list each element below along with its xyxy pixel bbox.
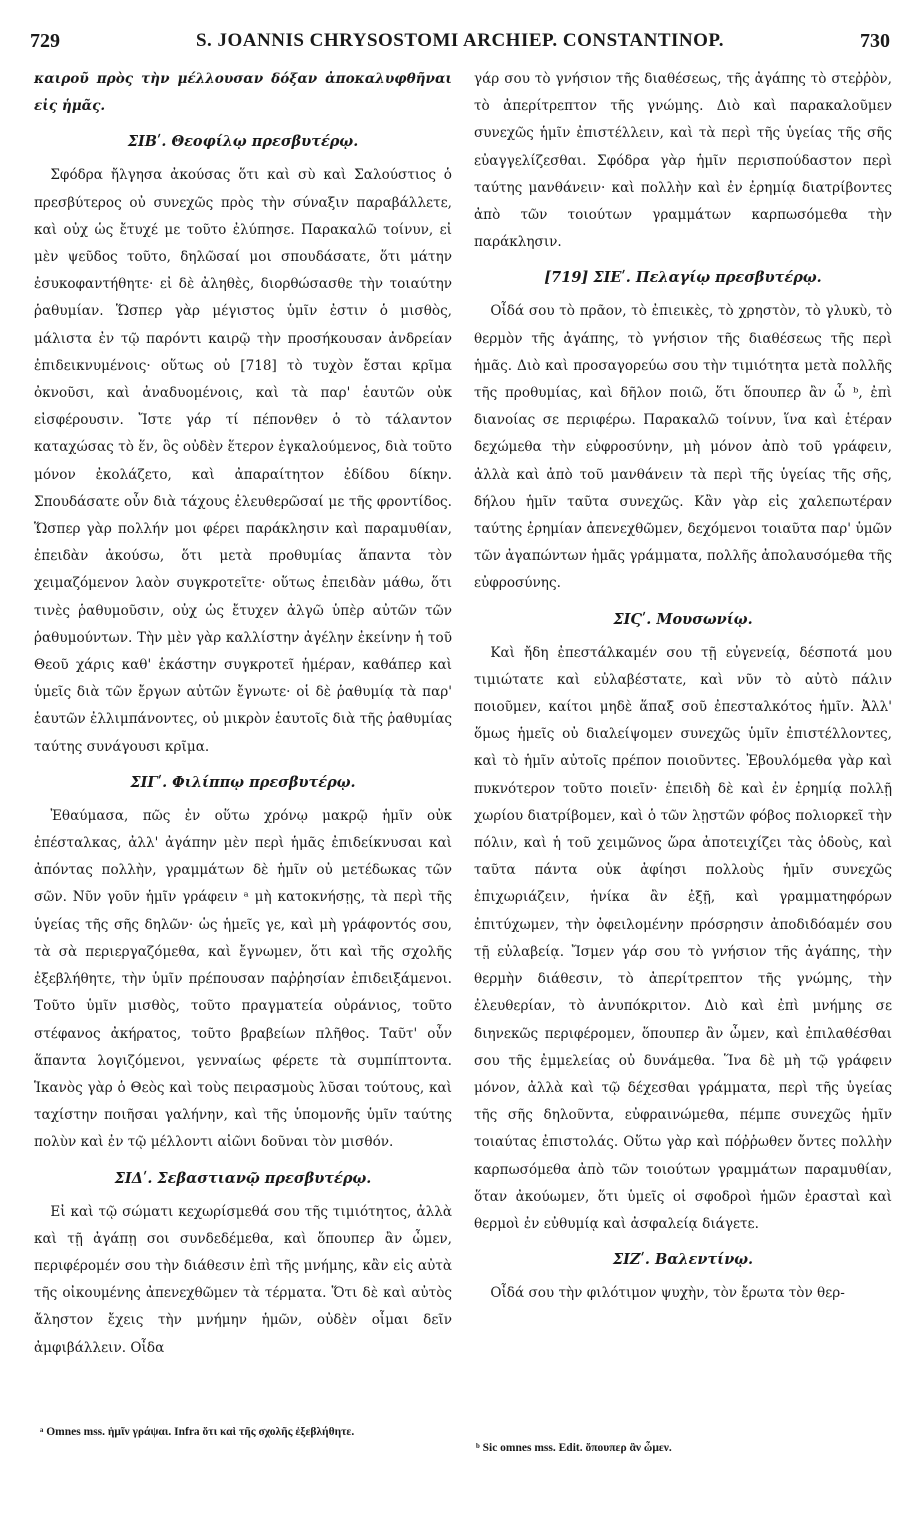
letter-heading: ΣΙΖʹ. Βαλεντίνῳ. [612, 1251, 754, 1269]
page-number-left: 729 [30, 30, 60, 52]
footnote-b: ᵇ Sic omnes mss. Edit. ὅπουπερ ἂν ὦμεν. [476, 1442, 672, 1454]
opening-text: καιροῦ πρὸς τὴν μέλλουσαν δόξαν ἀποκαλυφθῆναι εἰς ἡμᾶς. [34, 71, 452, 115]
letter-heading: ΣΙΓʹ. Φιλίππῳ πρεσβυτέρῳ. [130, 773, 356, 791]
letter-body: Εἰ καὶ τῷ σώματι κεχωρίσμεθά σου τῆς τιμιότητος, ἀλλὰ καὶ τῇ ἀγάπῃ σοι συνδεδέμεθα, καὶ ὅπουπερ ἂν ὦμεν, περιφέρομέν σου τὴν διάθεσιν ἐπὶ τῆς μνήμης, κἂν εἰς αὐτὰ τῆς οἰκουμένης ἀπενεχθῶμεν τὰ τέρματα. Ὅτι δὲ καὶ αὐτὸς ἄληστον ἔχεις τὴν μνήμην ἡμῶν, οὐδὲν οἶμαι δεῖν ἀμφιβάλλειν. Οἶδα [34, 1203, 452, 1356]
running-header [30, 30, 890, 60]
letter-heading: [719] ΣΙΕʹ. Πελαγίῳ πρεσβυτέρῳ. [544, 269, 822, 287]
page-number-right: 730 [860, 30, 890, 52]
letter-heading: ΣΙϚʹ. Μουσωνίῳ. [613, 610, 753, 628]
letter-heading: ΣΙΔʹ. Σεβαστιανῷ πρεσβυτέρῳ. [114, 1169, 372, 1187]
letter-body: Οἶδά σου τὴν φιλότιμον ψυχὴν, τὸν ἔρωτα τὸν θερ- [490, 1285, 845, 1302]
letter-body: Σφόδρα ἤλγησα ἀκούσας ὅτι καὶ σὺ καὶ Σαλούστιος ὁ πρεσβύτερος οὐ συνεχῶς πρὸς τὴν σύναξιν παραβάλλετε, καὶ οὐχ ὡς ἔτυχέ με τοῦτο ἐλύπησε. Παρακαλῶ τοίνυν, εἰ μὲν ψεῦδος τοῦτο, δηλῶσαί μοι σπουδάσατε, ὅτι μάτην ἐσυκοφαντήθητε· εἰ δὲ ἀληθὲς, διορθώσασθε τὴν τοιαύτην ῥαθυμίαν. Ὥσπερ γὰρ μέγιστος ὑμῖν ἐστιν ὁ μισθὸς, μάλιστα ἐν τῷ παρόντι καιρῷ τὴν προσήκουσαν ἀνδρείαν ἐπιδεικνυμένοις· οὕτως οὐ [718] τὸ τυχὸν ἔσται κρῖμα ὀκνοῦσι, καὶ ἀναδυομένοις, καὶ τὰ παρ' ἑαυτῶν οὐκ εἰσφέρουσιν. Ἴστε γάρ τί πέπονθεν ὁ τὸ τάλαντον καταχώσας τὸ ἕν, ὃς οὐδὲν ἕτερον ἐγκαλούμενος, διὰ τοῦτο μόνον ἐκολάζετο, καὶ ἀπαραίτητον ἐδίδου δίκην. Σπουδάσατε οὖν διὰ τάχους ἐλευθερῶσαί με τῆς φροντίδος. Ὥσπερ γὰρ πολλήν μοι φέρει παράκλησιν καὶ παραμυθίαν, ἐπειδὰν ἀκούσω, ὅτι μετὰ προθυμίας ἅπαντα τὸν χειμαζόμενον λαὸν συγκροτεῖτε· οὕτως ἐπειδὰν μάθω, ὅτι τινὲς ῥαθυμοῦσιν, οὐχ ὡς ἔτυχεν ἀλγῶ ὑπὲρ αὐτῶν τῶν ῥαθυμούντων. Τὴν μὲν γὰρ καλλίστην ἀγέλην ἐκείνην ἡ τοῦ Θεοῦ χάρις καθ' ἑκάστην συγκροτεῖ ἡμέραν, καθάπερ καὶ ὑμεῖς διὰ τῶν ἔργων αὐτῶν ἔγνωτε· οἱ δὲ ῥαθυμίᾳ τὰ παρ' ἑαυτῶν ἐλλιμπάνοντες, οὐ μικρὸν ἑαυτοῖς διὰ τῆς ῥαθυμίας ταύτης συνάγουσι κρῖμα. [34, 167, 452, 755]
letter-heading: ΣΙΒʹ. Θεοφίλῳ πρεσβυτέρῳ. [127, 133, 359, 151]
continued-text: γάρ σου τὸ γνήσιον τῆς διαθέσεως, τῆς ἀγάπης τὸ στεῤῥὸν, τὸ ἀπερίτρεπτον τῆς γνώμης. Διὸ καὶ παρακαλοῦμεν συνεχῶς ἡμῖν ἐπιστέλλειν, καὶ τὰ περὶ τῆς ὑγείας τῆς σῆς εὐαγγελίζεσθαι. Σφόδρα γὰρ ἡμῖν περισπούδαστον περὶ ταύτης μανθάνειν· καὶ πολλὴν καὶ ἐν ἐρημίᾳ διατρίβοντες ἀπὸ τῶν τοιούτων γραμμάτων καρπωσόμεθα τὴν παράκλησιν. [474, 71, 892, 251]
running-title: S. JOANNIS CHRYSOSTOMI ARCHIEP. CONSTANTINOP. [195, 30, 725, 51]
right-column [474, 66, 892, 1307]
letter-body: Καὶ ἤδη ἐπεστάλκαμέν σου τῇ εὐγενείᾳ, δέσποτά μου τιμιώτατε καὶ εὐλαβέστατε, καὶ νῦν τὸ αὐτὸ πάλιν ποιοῦμεν, καίτοι μηδὲ ἅπαξ σοῦ ἐπεσταλκότος ἡμῖν. Ἀλλ' ὅμως ἡμεῖς οὐ διαλείψομεν συνεχῶς ὑμῖν ἐπιστέλλοντες, καὶ τὸ ἡμῖν αὐτοῖς πρέπον ποιοῦντες. Ἐβουλόμεθα γὰρ καὶ πυκνότερον τοῦτο ποιεῖν· ἐπειδὴ δὲ καὶ ἐν ἐρημίᾳ πολλῇ χωρίου διατρίβομεν, καὶ ὁ τῶν λῃστῶν φόβος πολιορκεῖ τὴν πόλιν, καὶ ἡ τοῦ χειμῶνος ὥρα ἀποτειχίζει τὰς ὁδοὺς, καὶ ταῦτα πάντα οὐκ ἀφίησι πολλοὺς ἡμῖν συνεχῶς ἐπιχωριάζειν, ἡνίκα ἂν ἐξῇ, καὶ γραμματηφόρων ἐπιτύχωμεν, τὴν ὀφειλομένην πρόσρησιν ἀποδιδόαμέν σου τῇ εὐλαβείᾳ. Ἴσμεν γάρ σου τὸ γνήσιον τῆς ἀγάπης, τὴν θερμὴν διάθεσιν, τὸ ἀπερίτρεπτον τῆς γνώμης, τὴν ἐλευθερίαν, τὸ ἀνυπόκριτον. Διὸ καὶ ἐπὶ μνήμης σε διηνεκῶς περιφέρομεν, ὅπουπερ ἂν ὦμεν, καὶ ἐπιλαθέσθαι σου τῆς ἐμμελείας οὐ δυνάμεθα. Ἵνα δὲ μὴ τῷ γράφειν μόνον, ἀλλὰ καὶ τῷ δέχεσθαι γράμματα, περὶ τῆς ὑγείας τῆς σῆς δηλοῦντα, εὐφραινώμεθα, πέμπε συνεχῶς ἡμῖν τοιαύτας ἐπιστολάς. Οὕτω γὰρ καὶ πόῤῥωθεν ὄντες πολλὴν καρπωσόμεθα ἀπὸ τῶν τοιούτων γραμμάτων παραμυθίαν, ὅταν ἀκούωμεν, ὅτι ὑμεῖς οἱ σφοδροὶ ἡμῶν ἐρασταὶ καὶ θερμοὶ ἐν εὐθυμίᾳ καὶ ἀσφαλείᾳ διάγετε. [474, 644, 892, 1232]
left-column [34, 66, 452, 1362]
letter-body: Ἐθαύμασα, πῶς ἐν οὕτω χρόνῳ μακρῷ ἡμῖν οὐκ ἐπέσταλκας, ἀλλ' ἀγάπην μὲν περὶ ἡμᾶς ἐπιδείκνυσαι καὶ ἀπόντας πολλὴν, γραμμάτων δὲ ἡμῖν οὐ μετέδωκας τῶν σῶν. Νῦν γοῦν ἡμῖν γράφειν ᵃ μὴ κατοκνήσῃς, τὰ περὶ τῆς ὑγείας τῆς σῆς δηλῶν· ὡς ἡμεῖς γε, καὶ μὴ γράφοντός σου, τὰ σὰ περιεργαζόμεθα, καὶ ἔγνωμεν, ὅτι καὶ τῆς σχολῆς ἐξεβλήθητε, τὴν ὑμῖν πρέπουσαν παῤῥησίαν ἐπιδειξάμενοι. Τοῦτο ὑμῖν μισθὸς, τοῦτο πραγματεία οὐράνιος, τοῦτο στέφανος ἀκήρατος, τοῦτο βραβείων πλῆθος. Ταῦτ' οὖν ἅπαντα λογιζόμενοι, γενναίως φέρετε τὰ συμπίπτοντα. Ἱκανὸς γὰρ ὁ Θεὸς καὶ τοὺς πειρασμοὺς λῦσαι τούτους, καὶ ταχίστην ποιῆσαι γαλήνην, καὶ τῆς ὑπομονῆς ὑμῖν ταύτης πολὺν καὶ ἐν τῷ μέλλοντι αἰῶνι δοῦναι τὸν μισθόν. [34, 807, 452, 1151]
footnote-a: ᵃ Omnes mss. ἡμῖν γράψαι. Infra ὅτι καὶ τῆς σχολῆς ἐξεβλήθητε. [40, 1426, 355, 1438]
letter-body: Οἶδά σου τὸ πρᾶον, τὸ ἐπιεικὲς, τὸ χρηστὸν, τὸ γλυκὺ, τὸ θερμὸν τῆς ἀγάπης, τὸ γνήσιον τῆς διαθέσεως τῆς περὶ ἡμᾶς. Διὸ καὶ προσαγορεύω σου τὴν τιμιότητα μετὰ πολλῆς τῆς προθυμίας, καὶ δῆλον ποιῶ, ὅτι ὅπουπερ ἂν ὦ ᵇ, ἐπὶ διανοίας σε περιφέρω. Παρακαλῶ τοίνυν, ἵνα καὶ ἑτέραν δεχώμεθα τὴν εὐφροσύνην, μὴ μόνον ἀπὸ τοῦ γράφειν, ἀλλὰ καὶ ἀπὸ τοῦ μανθάνειν τὰ περὶ τῆς ὑγείας τῆς σῆς, δήλου ἡμῖν ταῦτα συνεχῶς. Κἂν γὰρ εἰς χαλεπωτέραν ταύτης ἐρημίαν ἀπενεχθῶμεν, δεχόμενοι τοιαῦτα παρ' ὑμῶν τῶν ἀγαπώντων ἡμᾶς γράμματα, πολλῆς ἀπολαυσόμεθα τῆς εὐφροσύνης. [474, 303, 892, 592]
